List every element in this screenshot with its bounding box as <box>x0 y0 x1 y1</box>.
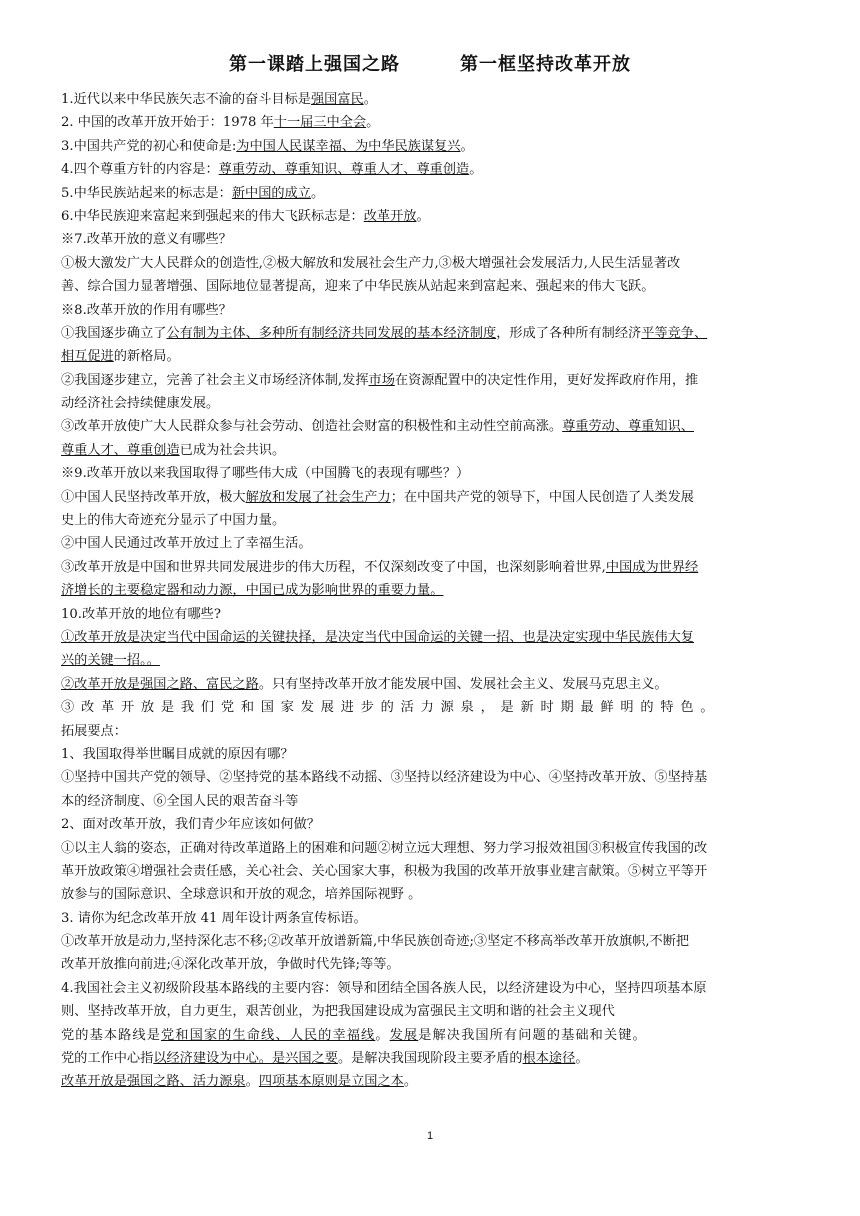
underlined-text: 为中国人民谋幸福、为中华民族谋复兴 <box>236 138 461 154</box>
text-segment: 10.改革开放的地位有哪些? <box>61 606 221 622</box>
text-segment: ①坚持中国共产党的领导、②坚持党的基本路线不动摇、③坚持以经济建设为中心、④坚持改革开放、⑤坚持基 <box>61 770 708 786</box>
text-segment: ，形成了各种所有制经济 <box>496 325 642 341</box>
text-line <box>61 345 801 368</box>
text-segment: 。 <box>375 1027 390 1043</box>
text-line <box>61 579 801 602</box>
text-segment: 是解决我国所有问题的基础和关键。 <box>418 1027 647 1043</box>
text-line <box>61 930 801 953</box>
text-segment: ②我国逐步建立，完善了社会主义市场经济体制,发挥 <box>61 372 369 388</box>
text-line <box>61 88 801 111</box>
text-segment: ①我国逐步确立了 <box>61 325 167 341</box>
text-segment: 5.中华民族站起来的标志是： <box>61 185 232 201</box>
text-line <box>61 1000 801 1023</box>
text-segment: 。 <box>460 138 474 154</box>
text-segment: 4.我国社会主义初级阶段基本路线的主要内容：领导和团结全国各族人民，以经济建设为中心，坚持四项基本原 <box>61 980 707 996</box>
text-segment: 4.四个尊重方针的内容是： <box>61 162 219 178</box>
text-line <box>61 462 801 485</box>
text-segment: 。 <box>366 115 380 131</box>
underlined-text: 强国富民 <box>310 92 364 107</box>
text-segment: 本的经济制度、⑥全国人民的艰苦奋斗等 <box>61 793 299 809</box>
text-segment: ③ 改 革 开 放 是 我 们 党 和 国 家 发 展 进 步 的 活 力 源 泉 ， 是 新 时 期 最 鲜 明 的 特 色 。 <box>61 700 715 716</box>
text-line <box>61 1047 801 1070</box>
text-line <box>61 673 801 696</box>
text-segment: ③改革开放使广大人民群众参与社会劳动、创造社会财富的积极性和主动性空前高涨。 <box>61 419 563 435</box>
text-line <box>61 322 801 345</box>
text-segment: 史上的伟大奇迹充分显示了中国力量。 <box>61 513 286 529</box>
text-line <box>61 743 801 766</box>
text-segment: 。 <box>245 1074 259 1090</box>
text-line <box>61 252 801 275</box>
text-segment: 。 <box>310 185 325 201</box>
text-segment: 1.近代以来中华民族矢志不渝的奋斗目标是 <box>61 92 311 107</box>
underlined-text: 十一届三中全会 <box>273 115 367 131</box>
underlined-text: 解放和发展了社会生产力 <box>245 489 391 505</box>
underlined-text: 中国成为世界经 <box>605 559 699 575</box>
text-segment: ①以主人翁的姿态，正确对待改革道路上的困难和问题②树立远大理想、努力学习报效祖国③积极宣传我国的改 <box>61 840 708 856</box>
text-segment: 改革开放推向前进;④深化改革开放，争做时代先锋;等等。 <box>61 957 400 973</box>
text-segment: 在资源配置中的决定性作用，更好发挥政府作用，推 <box>394 372 699 388</box>
text-line <box>61 1024 801 1047</box>
text-segment: 。 <box>403 1074 418 1090</box>
text-line <box>61 766 801 789</box>
underlined-text: ②改革开放是强国之路、富民之路 <box>61 676 259 692</box>
underlined-text: 公有制为主体、多种所有制经济共同发展的基本经济制度 <box>166 325 497 341</box>
text-segment: ①中国人民坚持改革开放，极大 <box>61 489 246 505</box>
text-segment: 善、综合国力显著增强、国际地位显著提高，迎来了中华民族从站起来到富起来、强起来的伟大飞跃。 <box>61 279 655 295</box>
text-line <box>61 415 801 438</box>
text-line <box>61 439 801 462</box>
text-line <box>61 837 801 860</box>
text-line <box>61 696 801 719</box>
text-segment: 。 <box>416 208 430 224</box>
underlined-text: 发展 <box>389 1027 419 1043</box>
text-segment: 拓展要点： <box>61 723 127 739</box>
text-line <box>61 720 801 743</box>
text-line <box>61 182 801 205</box>
text-segment: 则、坚持改革开放，自力更生，艰苦创业，为把我国建设成为富强民主文明和谐的社会主义现代 <box>61 1004 615 1020</box>
underlined-text: 改革开放是强国之路、活力源泉 <box>61 1074 246 1090</box>
text-line <box>61 813 801 836</box>
text-segment: 党的工作中心指 <box>61 1051 154 1067</box>
underlined-text: 济增长的主要稳定器和动力源，中国已成为影响世界的重要力量。 <box>61 583 444 599</box>
text-segment: ①极大激发广大人民群众的创造性,②极大解放和发展社会生产力,③极大增强社会发展活力,人民生活显著改 <box>61 255 681 271</box>
text-line <box>61 532 801 555</box>
text-segment: 1、我国取得举世瞩目成就的原因有哪？ <box>61 746 294 762</box>
text-line <box>61 135 801 158</box>
text-segment: 。 <box>575 1051 589 1067</box>
text-line <box>61 649 801 672</box>
text-line <box>61 556 801 579</box>
text-segment: ②中国人民通过改革开放过上了幸福生活。 <box>61 536 312 552</box>
section-title: 第一框坚持改革开放 <box>460 54 631 75</box>
text-segment: 2、面对改革开放，我们青少年应该如何做？ <box>61 817 320 833</box>
underlined-text: ①改革开放是决定当代中国命运的关键抉择，是决定当代中国命运的关键一招、也是决定实现中华民族伟大复 <box>61 629 694 645</box>
underlined-text: 尊重人才、尊重创造 <box>61 442 180 458</box>
text-segment: 动经济社会持续健康发展。 <box>61 396 220 412</box>
text-line <box>61 977 801 1000</box>
underlined-text: 根本途径 <box>522 1051 576 1067</box>
underlined-text: 尊重劳动、尊重知识、尊重人才、尊重创造 <box>218 162 470 178</box>
text-segment: ※8.改革开放的作用有哪些？ <box>61 302 232 318</box>
text-segment: ※9.改革开放以来我国取得了哪些伟大成（中国腾飞的表现有哪些？） <box>61 466 470 482</box>
text-line <box>61 205 801 228</box>
text-line <box>61 790 801 813</box>
text-segment: 。是解决我国现阶段主要矛盾的 <box>337 1051 523 1067</box>
text-segment: 。 <box>469 162 483 178</box>
text-line <box>61 953 801 976</box>
underlined-text: 相互促进 <box>61 349 114 365</box>
underlined-text: 尊重劳动、尊重知识、 <box>562 419 694 435</box>
page-number: 1 <box>426 1130 434 1142</box>
text-line <box>61 1070 801 1093</box>
document-body <box>61 88 801 1094</box>
text-line <box>61 860 801 883</box>
underlined-text: 市场 <box>368 372 395 388</box>
text-line <box>61 111 801 134</box>
text-segment: 2. 中国的改革开放开始于：1978 年 <box>61 115 274 131</box>
text-segment: ※7.改革开放的意义有哪些？ <box>61 232 232 248</box>
text-line <box>61 275 801 298</box>
underlined-text: 新中国的成立 <box>231 185 311 201</box>
underlined-text: 四项基本原则是立国之本 <box>258 1074 404 1090</box>
underlined-text: 平等竞争、 <box>641 325 708 341</box>
text-segment: 6.中华民族迎来富起来到强起来的伟大飞跃标志是： <box>61 208 364 224</box>
lesson-title: 第一课踏上强国之路 <box>229 54 400 75</box>
text-segment: 党的基本路线是 <box>61 1027 162 1043</box>
text-line <box>61 883 801 906</box>
text-line <box>61 158 801 181</box>
text-line <box>61 626 801 649</box>
underlined-text: 党和国家的生命线、人民的幸福线 <box>161 1027 376 1043</box>
text-segment: ①改革开放是动力,坚持深化志不移;②改革开放谱新篇,中华民族创奇迹;③坚定不移高举改革开放旗帜,不断把 <box>61 934 690 950</box>
page-title <box>0 50 860 76</box>
text-line <box>61 486 801 509</box>
text-line <box>61 369 801 392</box>
text-line <box>61 299 801 322</box>
text-segment: ；在中国共产党的领导下，中国人民创造了人类发展 <box>390 489 694 505</box>
text-segment: ③改革开放是中国和世界共同发展进步的伟大历程，不仅深刻改变了中国，也深刻影响着世界, <box>61 559 606 575</box>
text-line <box>61 392 801 415</box>
text-line <box>61 509 801 532</box>
text-segment: 已成为社会共识。 <box>179 442 286 458</box>
text-segment: 。只有坚持改革开放才能发展中国、发展社会主义、发展马克思主义。 <box>258 676 668 692</box>
text-segment: 。 <box>363 92 377 107</box>
text-segment: 革开放政策④增强社会责任感，关心社会、关心国家大事，积极为我国的改革开放事业建言献策。⑤树立平等开 <box>61 863 708 879</box>
underlined-text: 兴的关键一招。。 <box>61 653 160 669</box>
text-line <box>61 228 801 251</box>
text-line <box>61 907 801 930</box>
text-line <box>61 603 801 626</box>
text-segment: 3. 请你为纪念改革开放 41 周年设计两条宣传标语。 <box>61 910 367 926</box>
underlined-text: 改革开放 <box>363 208 417 224</box>
text-segment: 放参与的国际意识、全球意识和开放的观念，培养国际视野 。 <box>61 887 422 903</box>
text-segment: 的新格局。 <box>113 349 180 365</box>
text-segment: 3.中国共产党的初心和使命是: <box>61 138 237 154</box>
underlined-text: 以经济建设为中心。是兴国之要 <box>153 1051 338 1067</box>
